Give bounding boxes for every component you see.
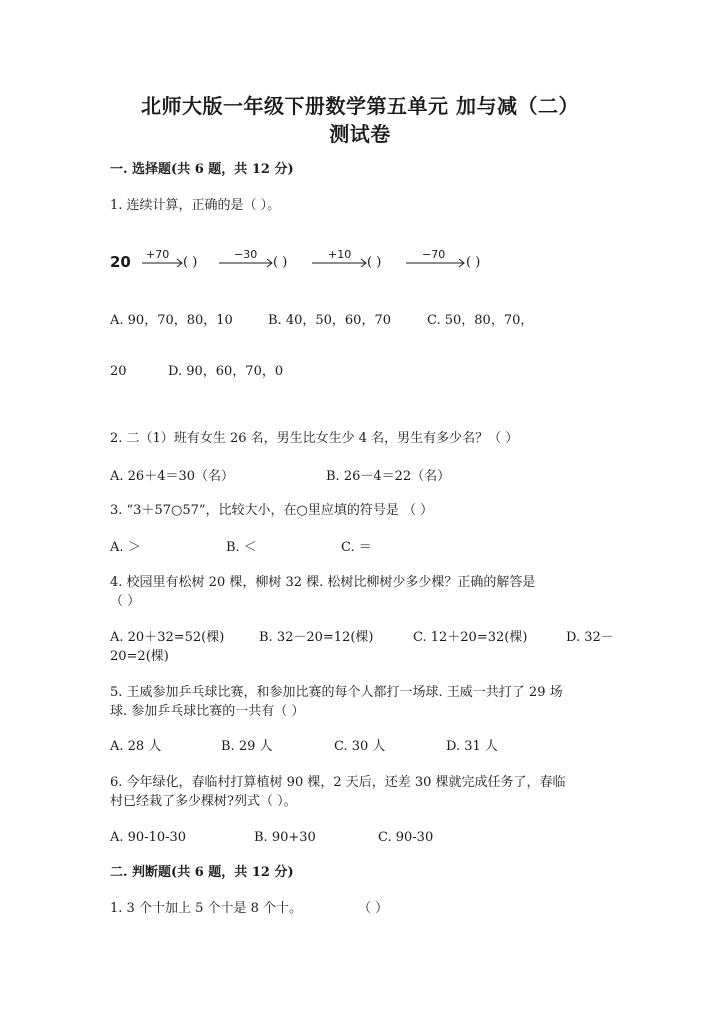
q3-option-a[interactable]: A. ＞ [110,540,141,555]
q6-option-a[interactable]: A. 90-10-30 [110,830,187,845]
chain-op-1: +70 [146,248,170,261]
q5-option-b[interactable]: B. 29 人 [221,739,273,754]
chain-arrow-3 [312,248,366,267]
q3-option-b[interactable]: B. ＜ [226,540,257,555]
chain-op-3: +10 [328,248,352,261]
q6-option-c[interactable]: C. 90-30 [378,830,434,845]
q6-option-b[interactable]: B. 90+30 [254,830,316,845]
q1-option-c[interactable]: C. 50，80，70， [427,313,534,328]
q2-option-b[interactable]: B. 26－4＝22（名） [326,469,451,484]
question-5-stem-continued: 球. 参加乒乓球比赛的一共有（ ） [110,704,305,719]
q1-option-a[interactable]: A. 90，70，80，10 [110,313,233,328]
q4-option-b[interactable]: B. 32－20=12(棵) [259,630,374,645]
q3-option-c[interactable]: C. ＝ [341,540,372,555]
q1-option-b[interactable]: B. 40，50，60，70 [268,313,391,328]
chain-start-number: 20 [110,253,131,271]
question-5-stem: 5. 王威参加乒乓球比赛，和参加比赛的每个人都打一场球. 王威一共打了 29 场 [110,685,563,700]
page-title: 北师大版一年级下册数学第五单元 加与减（二） [141,94,579,118]
q2-option-a[interactable]: A. 26＋4＝30（名） [110,469,235,484]
q5-option-a[interactable]: A. 28 人 [110,739,162,754]
judgment-1-answer-blank[interactable]: （ ） [358,901,389,916]
question-3-stem: 3. “3＋57○57”，比较大小，在○里应填的符号是 （ ） [110,503,434,518]
chain-blank-4: ( ) [466,255,481,270]
question-6-stem: 6. 今年绿化，春临村打算植树 90 棵，2 天后，还差 30 棵就完成任务了，春临 [110,775,566,790]
chain-arrow-4 [406,248,464,267]
q1-option-d[interactable]: D. 90，60，70，0 [168,364,284,379]
judgment-1-stem: 1. 3 个十加上 5 个十是 8 个十。 [110,901,303,916]
chain-arrow-1 [142,248,182,267]
chain-arrow-2 [219,248,272,267]
q4-option-d[interactable]: D. 32－ [566,630,614,645]
question-6-stem-continued: 村已经栽了多少棵树?列式（ ）。 [110,794,297,809]
question-4-stem-continued: （ ） [110,594,141,609]
q4-option-a[interactable]: A. 20＋32=52(棵) [110,630,225,645]
q4-option-d-continued: 20=2(棵) [110,649,169,664]
chain-blank-2: ( ) [273,255,288,270]
chain-blank-1: ( ) [183,255,198,270]
chain-op-2: −30 [234,248,258,261]
section-heading-choice: 一. 选择题(共 6 题，共 12 分) [110,162,294,177]
chain-op-4: −70 [422,248,446,261]
section-heading-judgment: 二. 判断题(共 6 题，共 12 分) [110,865,294,880]
question-1-stem: 1. 连续计算，正确的是（ ）。 [110,198,281,213]
chain-blank-3: ( ) [367,255,382,270]
question-4-stem: 4. 校园里有松树 20 棵，柳树 32 棵. 松树比柳树少多少棵？正确的解答是 [110,575,536,590]
q1-option-c-continued: 20 [110,364,127,379]
page-subtitle: 测试卷 [329,122,391,146]
q4-option-c[interactable]: C. 12＋20=32(棵) [413,630,528,645]
q5-option-c[interactable]: C. 30 人 [334,739,386,754]
q5-option-d[interactable]: D. 31 人 [446,739,498,754]
question-2-stem: 2. 二（1）班有女生 26 名，男生比女生少 4 名，男生有多少名？（ ） [110,431,519,446]
